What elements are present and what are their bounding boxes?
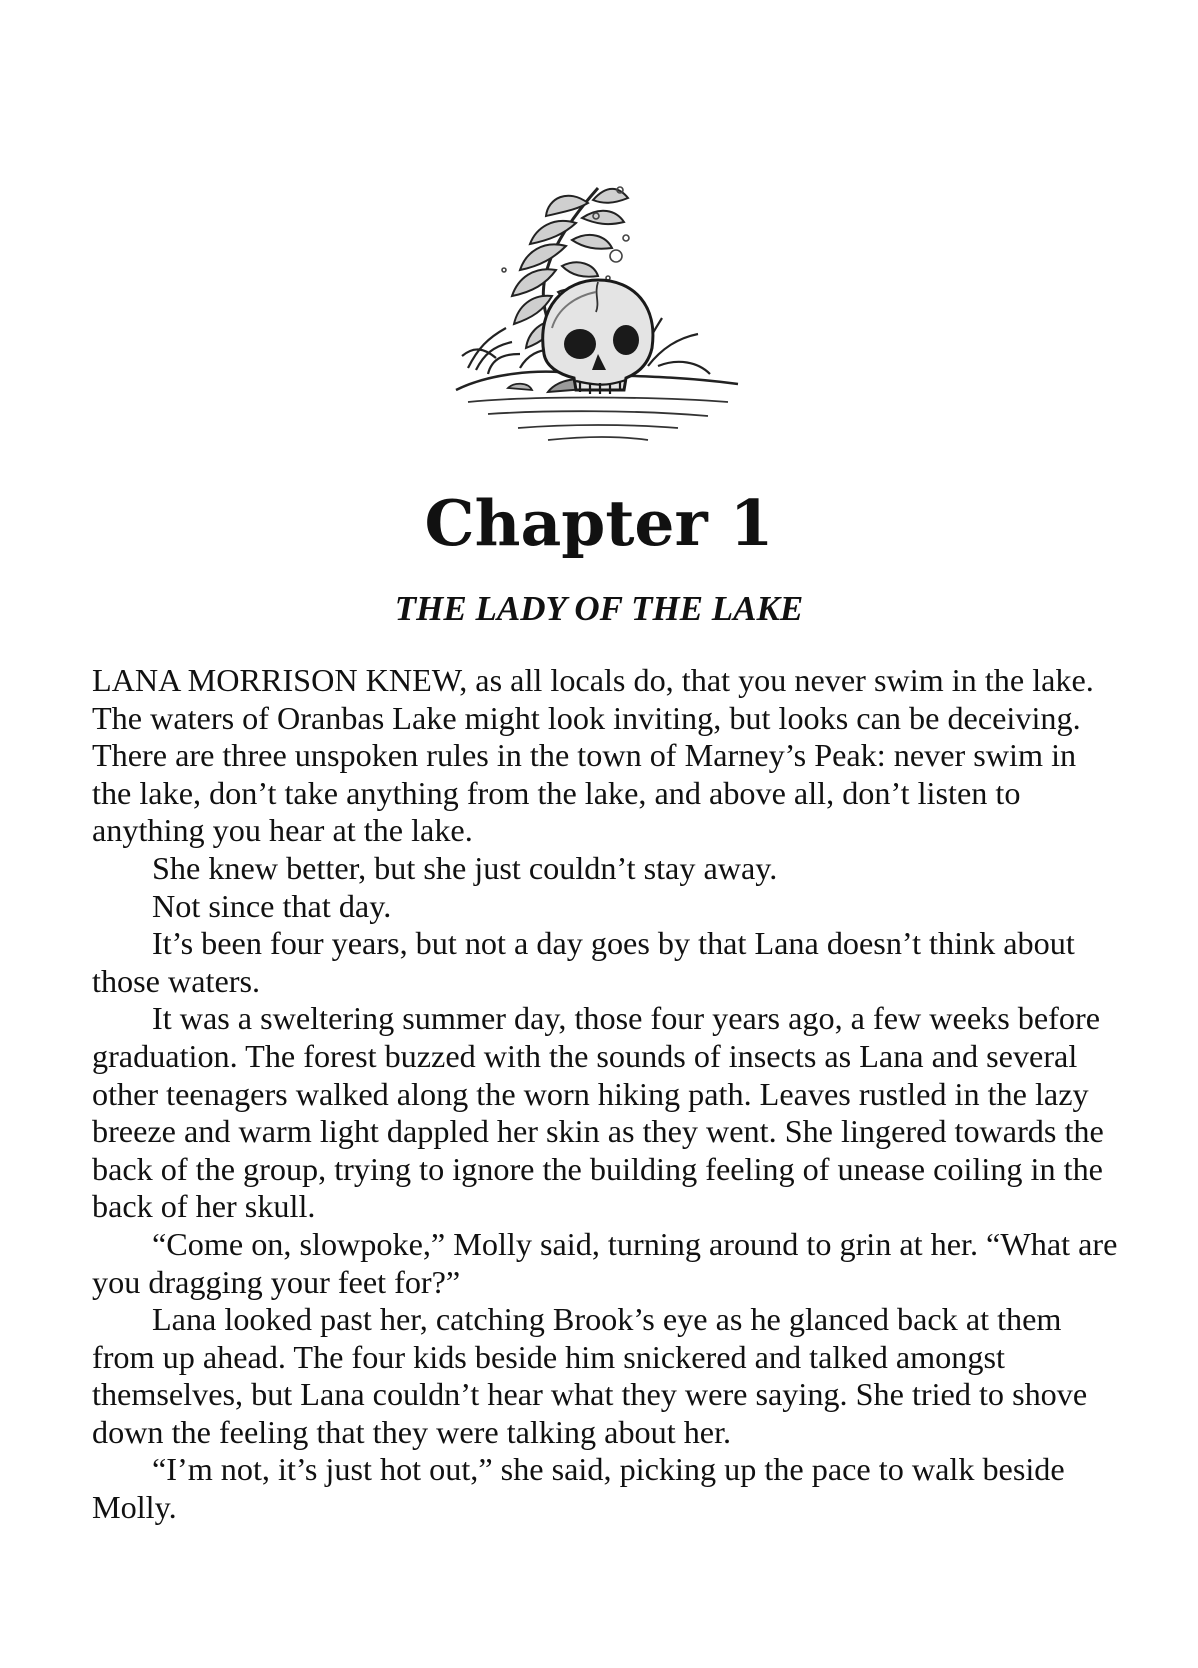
paragraph: “Come on, slowpoke,” Molly said, turning around to grin at her. “What are you dragging your feet for?” [92, 1225, 1118, 1300]
chapter-subtitle: THE LADY OF THE LAKE [394, 589, 804, 628]
paragraph: LANA MORRISON KNEW, as all locals do, that you never swim in the lake. The waters of Oranbas Lake might look inviting, but looks can be deceiving. There are three unspoken rules in the town of Marney’s Peak: never swim in the lake, don’t take anything from the lake, and above all, don’t listen to anything you hear at the lake. [92, 662, 1094, 849]
chapter-title: Chapter 1 [424, 486, 774, 560]
skull-seaweed-icon [448, 178, 748, 448]
chapter-body [92, 662, 1122, 1527]
paragraph: “I’m not, it’s just hot out,” she said, picking up the pace to walk beside Molly. [92, 1451, 1065, 1526]
paragraph: It was a sweltering summer day, those four years ago, a few weeks before graduation. The forest buzzed with the sounds of insects as Lana and several other teenagers walked along the worn hiking path. Leaves rustled in the lazy breeze and warm light dappled her skin as they went. She lingered towards the back of the group, trying to ignore the building feeling of unease coiling in the back of her skull. [92, 1000, 1104, 1225]
paragraph: It’s been four years, but not a day goes by that Lana doesn’t think about those waters. [92, 925, 1075, 999]
paragraph: Lana looked past her, catching Brook’s eye as he glanced back at them from up ahead. The four kids beside him snickered and talked amongst themselves, but Lana couldn’t hear what they were saying. She tried to shove down the feeling that they were talking about her. [92, 1301, 1088, 1450]
paragraph: She knew better, but she just couldn’t stay away. [152, 849, 778, 886]
paragraph: Not since that day. [152, 887, 392, 924]
